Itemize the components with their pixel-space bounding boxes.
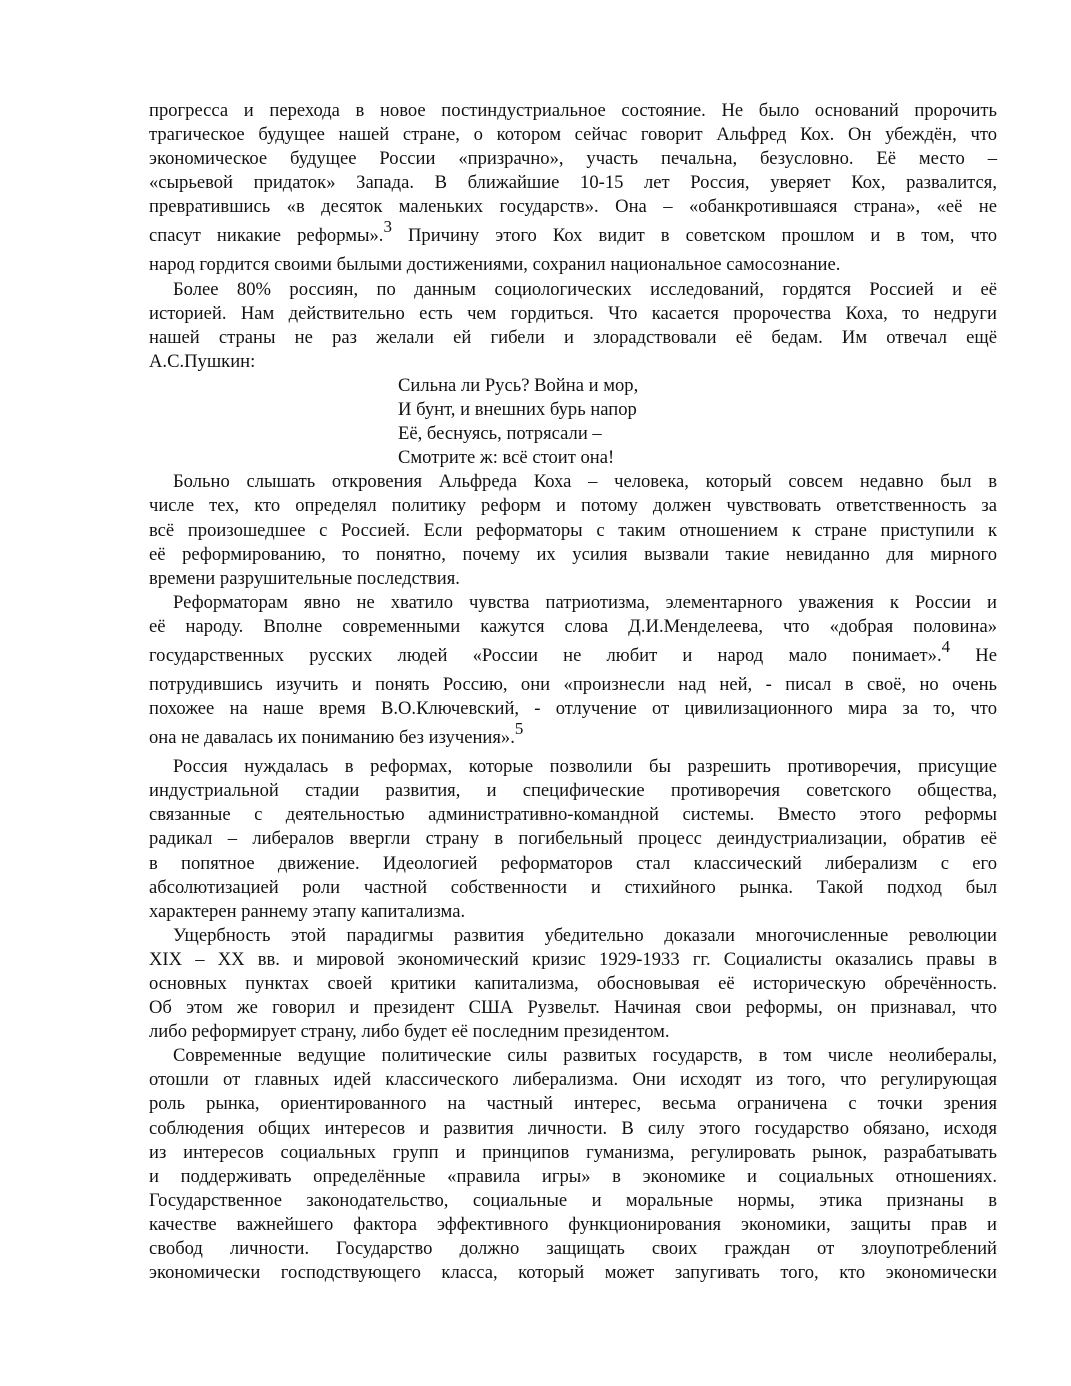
text-line: радикал – либералов ввергли страну в погибельный процесс деиндустриализации, обратив её [149,828,997,850]
text-line: качестве важнейшего фактора эффективного функционирования экономики, защиты прав и [149,1213,997,1235]
text-line: Больно слышать откровения Альфреда Коха – человека, который совсем недавно был в [173,471,997,493]
paragraph-6 [149,924,997,1044]
text-line: превратившись «в десяток маленьких государств». Она – «обанкротившаяся страна», «её не [149,196,997,218]
text-line-with-footnote [149,636,997,673]
text-line: времени разрушительные последствия. [149,567,460,589]
document-page [149,99,997,1285]
text-line: историей. Нам действительно есть чем гордиться. Что касается пророчества Коха, то недруги [149,302,997,324]
text-line: А.С.Пушкин: [149,350,256,372]
text-fragment: спасут никакие реформы». [149,225,384,247]
footnote-ref-5[interactable]: 5 [514,718,524,738]
footnote-ref-3[interactable]: 3 [383,217,392,237]
text-fragment: Причину этого Кох видит в советском прошлом и в том, что [391,225,997,247]
text-line: Современные ведущие политические силы развитых государств, в том числе неолибералы, [173,1045,997,1067]
poem-line: Смотрите ж: всё стоит она! [398,447,615,469]
paragraph-7 [149,1044,997,1285]
text-line: индустриальной стадии развития, и специфические противоречия советского общества, [149,780,997,802]
text-line: всё произошедшее с Россией. Если реформаторы с таким отношением к стране приступили к [149,519,997,541]
text-fragment: она не давалась их пониманию без изучения». [149,727,515,749]
text-line-with-footnote [149,219,997,253]
text-line: экономическое будущее России «призрачно», участь печальна, безусловно. Её место – [149,148,997,170]
text-line: роль рынка, ориентированного на частный интерес, весьма ограничена с точки зрения [149,1093,997,1115]
text-fragment: Не [950,644,997,666]
poem-line: И бунт, и внешних бурь напор [398,399,637,421]
text-line: Россия нуждалась в реформах, которые позволили бы разрешить противоречия, присущие [173,756,997,778]
text-line: экономически господствующего класса, который может запугивать того, кто экономически [149,1262,997,1284]
paragraph-3 [149,470,997,590]
text-line: её реформированию, то понятно, почему их усилия вызвали такие невиданно для мирного [149,543,997,565]
text-line: Государственное законодательство, социальные и моральные нормы, этика признаны в [149,1189,997,1211]
text-line: свобод личности. Государство должно защищать своих граждан от злоупотреблений [149,1238,997,1260]
text-line: соблюдения общих интересов и развития личности. В силу этого государство обязано, исходя [149,1117,997,1139]
text-line: XIX – XX вв. и мировой экономический кризис 1929-1933 гг. Социалисты оказались правы в [149,948,997,970]
text-line: Реформаторам явно не хватило чувства патриотизма, элементарного уважения к России и [173,591,997,613]
text-line: прогресса и перехода в новое постиндустриальное состояние. Не было оснований пророчить [149,100,997,121]
text-line: и поддерживать определённые «правила игры» в экономике и социальных отношениях. [149,1165,997,1187]
text-line: потрудившись изучить и понять Россию, они «произнесли над ней, - писал в своё, но очень [149,673,997,695]
paragraph-2 [149,278,997,374]
text-line: числе тех, кто определял политику реформ и потому должен чувствовать ответственность за [149,495,997,517]
text-line: «сырьевой придаток» Запада. В ближайшие 10-15 лет Россия, уверяет Кох, развалится, [149,172,997,194]
text-line: либо реформирует страну, либо будет её последним президентом. [149,1021,670,1043]
text-line: связанные с деятельностью административно-командной системы. Вместо этого реформы [149,804,997,826]
footnote-ref-4[interactable]: 4 [941,636,951,656]
poem-quote [149,374,997,470]
text-line: Ущербность этой парадигмы развития убедительно доказали многочисленные революции [173,924,997,946]
text-line: народ гордится своими былыми достижениями, сохранил национальное самосознание. [149,254,841,276]
poem-line: Сильна ли Русь? Война и мор, [398,374,639,396]
text-line: её народу. Вполне современными кажутся слова Д.И.Менделеева, что «добрая половина» [149,615,997,637]
text-line: похожее на наше время В.О.Ключевский, - отлучение от цивилизационного мира за то, что [149,698,997,720]
text-line: в попятное движение. Идеологией реформаторов стал классический либерализм с его [149,852,997,874]
text-line: из интересов социальных групп и принципов гуманизма, регулировать рынок, разрабатывать [149,1141,997,1163]
text-line: абсолютизацией роли частной собственности и стихийного рынка. Такой подход был [149,876,997,898]
poem-line: Её, беснуясь, потрясали – [398,423,602,445]
text-fragment: государственных русских людей «России не любит и народ мало понимает». [149,644,942,666]
text-line: трагическое будущее нашей стране, о котором сейчас говорит Альфред Кох. Он убеждён, что [149,124,997,146]
paragraph-1 [149,99,997,278]
text-line: отошли от главных идей классического либерализма. Они исходят из того, что регулирующая [149,1069,997,1091]
paragraph-5 [149,755,997,924]
paragraph-4 [149,591,997,755]
text-line: нашей страны не раз желали ей гибели и злорадствовали её бедам. Им отвечал ещё [149,326,997,348]
text-line: основных пунктах своей критики капитализма, обосновывая её историческую обречённость. [149,973,997,994]
text-line-with-footnote [149,718,997,755]
text-line: Более 80% россиян, по данным социологических исследований, гордятся Россией и её [173,278,997,300]
text-line: Об этом же говорил и президент США Рузвельт. Начиная свои реформы, он признавал, что [149,997,997,1019]
text-line: характерен раннему этапу капитализма. [149,900,466,922]
